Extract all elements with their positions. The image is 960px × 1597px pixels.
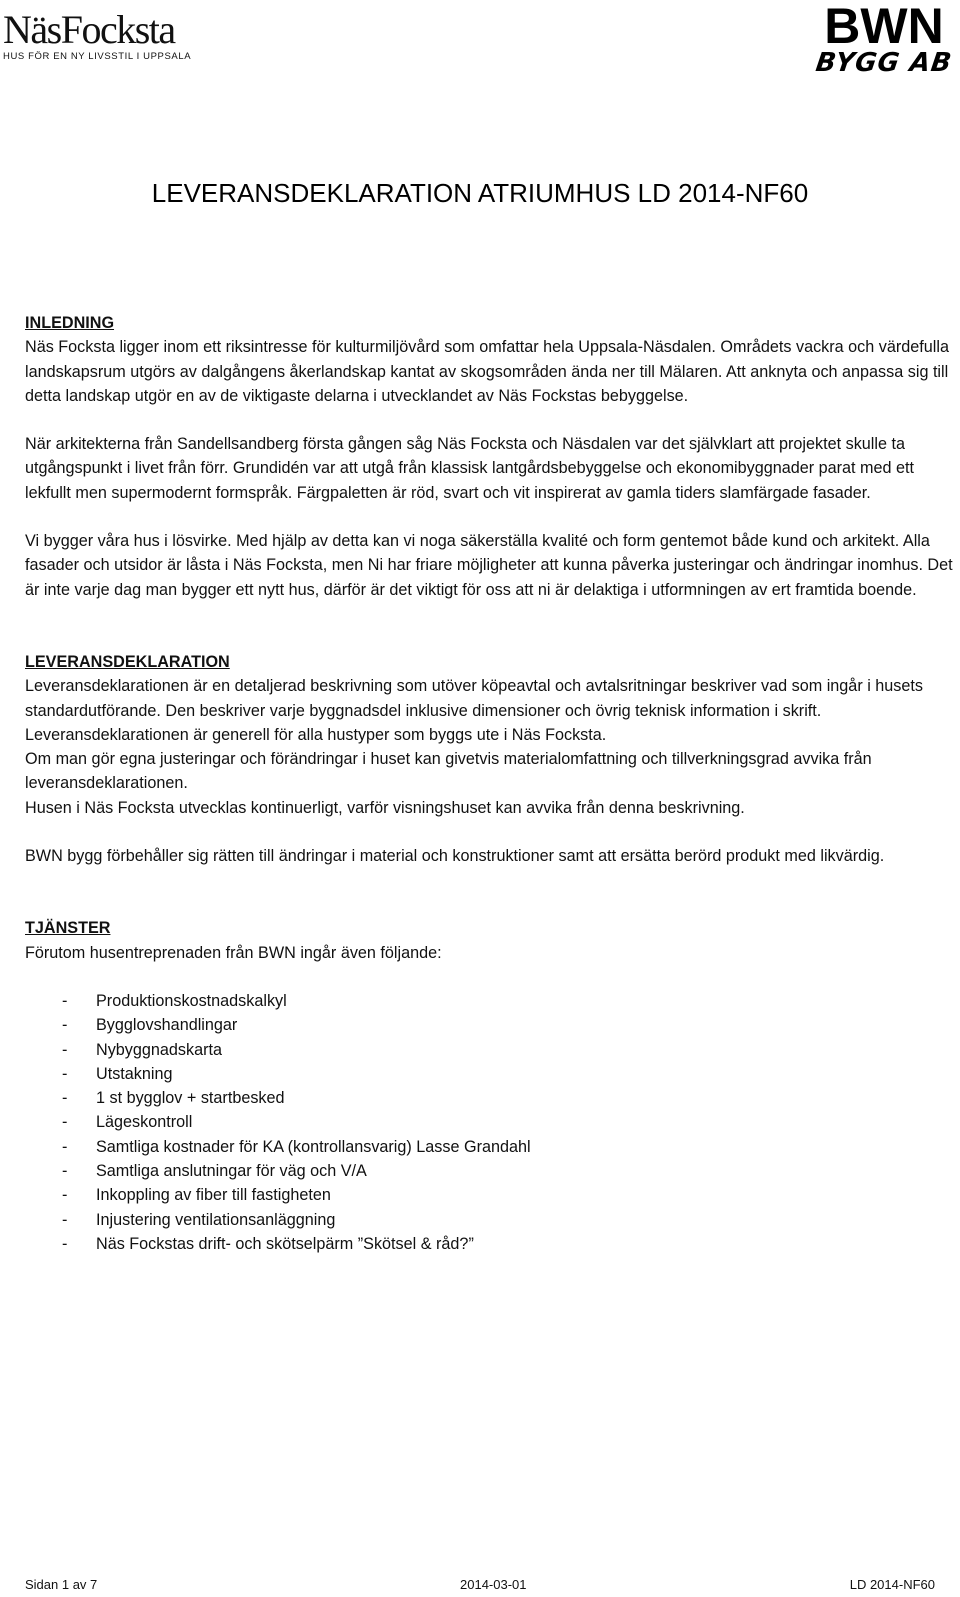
section-leveransdeklaration [25,650,955,868]
document-body [25,311,955,1256]
list-item: - Samtliga kostnader för KA (kontrollansvarig) Lasse Grandahl [25,1135,955,1159]
logo-wordmark: NäsFocksta [3,7,175,52]
paragraph: Leveransdeklarationen är generell för alla hustyper som byggs ute i Näs Focksta. [25,725,607,744]
list-item: - Produktionskostnadskalkyl [25,989,955,1013]
footer-date: 2014-03-01 [460,1577,527,1592]
paragraph: Leveransdeklarationen är en detaljerad beskrivning som utöver köpeavtal och avtalsritningar beskriver vad som ingår i husets standardutförande. Den beskriver varje byggnadsdel inklusive dimensioner och övrig teknisk information i skrift. [25,677,923,720]
list-item: - Inkoppling av fiber till fastigheten [25,1183,955,1207]
paragraph: Om man gör egna justeringar och förändringar i huset kan givetvis materialomfattning och tillverkningsgrad avvika från leveransdeklarationen. [25,750,872,793]
nas-focksta-logo [3,7,208,62]
paragraph: BWN bygg förbehåller sig rätten till ändringar i material och konstruktioner samt att ersätta berörd produkt med likvärdig. [25,847,885,866]
dash-bullet-icon: - [62,991,68,1010]
dash-bullet-icon: - [62,1016,68,1035]
dash-bullet-icon: - [62,1210,68,1229]
dash-bullet-icon: - [62,1137,68,1156]
section-heading-tjanster: TJÄNSTER [25,919,111,938]
footer-page-number: Sidan 1 av 7 [25,1577,98,1592]
logo-bygg-ab-text: BYGG AB [813,48,955,78]
footer-document-id: LD 2014-NF60 [849,1577,935,1592]
dash-bullet-icon: - [62,1162,68,1181]
dash-bullet-icon: - [62,1234,68,1253]
document-title: LEVERANSDEKLARATION ATRIUMHUS LD 2014-NF60 [151,178,809,208]
services-list [25,989,955,1256]
dash-bullet-icon: - [62,1064,68,1083]
dash-bullet-icon: - [62,1089,68,1108]
paragraph: Näs Focksta ligger inom ett riksintresse för kulturmiljövård som omfattar hela Uppsala-Näsdalen. Områdets vackra och värdefulla landskapsrum utgörs av dalgångens åkerlandskap kantat av skogsområden ända ner till Mälaren. Att anknyta och anpassa sig till detta landskap utgör en av de viktigaste delarna i utvecklandet av Näs Fockstas bebyggelse. [25,338,949,405]
list-item: - Näs Fockstas drift- och skötselpärm ”Skötsel & råd?” [25,1232,955,1256]
list-item: - Lägeskontroll [25,1110,955,1134]
dash-bullet-icon: - [62,1113,68,1132]
dash-bullet-icon: - [62,1186,68,1205]
list-item: - Nybyggnadskarta [25,1038,955,1062]
list-item: - 1 st bygglov + startbesked [25,1086,955,1110]
section-inledning [25,311,955,602]
paragraph: Husen i Näs Focksta utvecklas kontinuerligt, varför visningshuset kan avvika från denna beskrivning. [25,798,745,817]
bwn-bygg-logo [814,2,954,76]
paragraph: Vi bygger våra hus i lösvirke. Med hjälp av detta kan vi noga säkerställa kvalité och form gentemot både kund och arkitekt. Alla fasader och utsidor är låsta i Näs Focksta, men Ni har friare möjligheter att kunna påverka justeringar och ändringar inomhus. Det är inte varje dag man bygger ett nytt hus, därför är det viktigt för oss att ni är delaktiga i utformningen av ert framtida boende. [25,532,953,599]
paragraph: När arkitekterna från Sandellsandberg första gången såg Näs Focksta och Näsdalen var det självklart att projektet skulle ta utgångspunkt i livet från förr. Grundidén var att utgå från klassisk lantgårdsbebyggelse och ekonomibyggnader parat med ett lekfullt men supermodernt formspråk. Färgpaletten är röd, svart och vit inspirerat av gamla tiders slamfärgade fasader. [25,435,915,502]
paragraph: Förutom husentreprenaden från BWN ingår även följande: [25,943,442,962]
list-item: - Injustering ventilationsanläggning [25,1208,955,1232]
list-item: - Utstakning [25,1062,955,1086]
section-tjanster [25,916,955,1256]
list-item: - Bygglovshandlingar [25,1013,955,1037]
section-heading-inledning: INLEDNING [25,314,115,332]
list-item: - Samtliga anslutningar för väg och V/A [25,1159,955,1183]
section-heading-leveransdeklaration: LEVERANSDEKLARATION [25,652,230,671]
dash-bullet-icon: - [62,1040,68,1059]
logo-tagline: HUS FÖR EN NY LIVSSTIL I UPPSALA [3,51,192,62]
logo-bwn-text: BWN [824,0,944,54]
